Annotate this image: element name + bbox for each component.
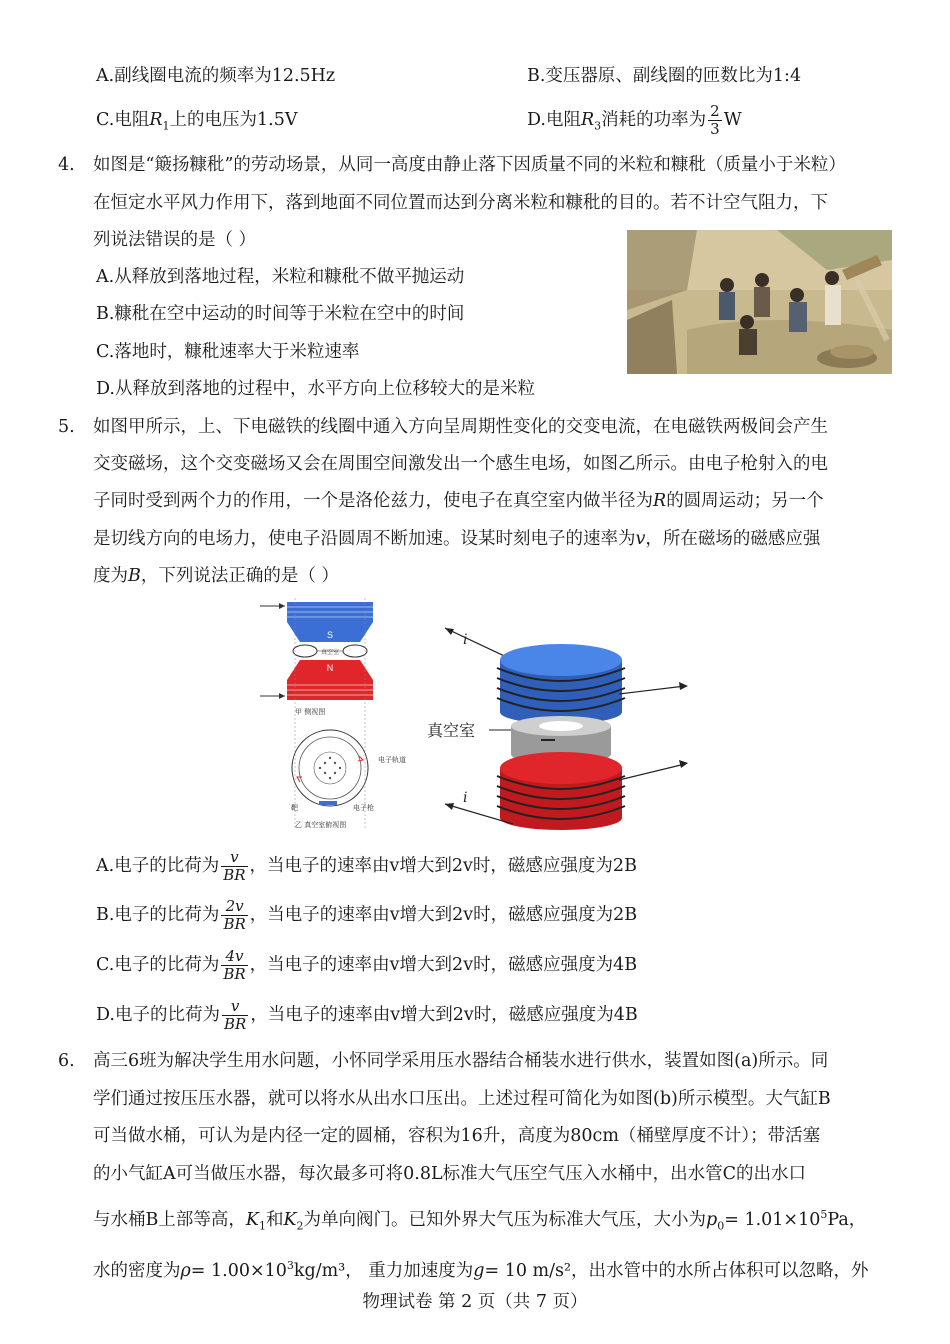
q4-stem-line3: 列说法错误的是（ ） (93, 230, 257, 250)
winnowing-painting (627, 230, 892, 374)
fig-label-i-bottom: i (463, 790, 468, 806)
fig-label-yi: 乙 真空室俯视图 (295, 821, 347, 829)
q6-number: 6. (58, 1051, 75, 1071)
fig-label-target: 靶 (291, 804, 298, 812)
q6-line6: 水的密度为$\rho= 1.00\times 10^3kg/m^3$， 重力加速度为g= 10 m/s²，出水管中的水所占体积可以忽略，外 (93, 1259, 869, 1281)
q6-line5: 与水桶B上部等高，$K_1$和$K_2$为单向阀门。已知外界大气压为标准大气压，大小为$p_0= 1.01\times 10^5Pa$， (93, 1208, 867, 1233)
q5-option-b: B.电子的比荷为 $\frac{2v}{BR}$ ，当电子的速率由v增大到2v时，磁感应强度为2B (96, 897, 638, 933)
q3-option-c: C.电阻$R_1$上的电压为1.5V (96, 110, 298, 133)
q3-option-d: D.电阻$R_3$消耗的功率为 $\frac{2}{3}$ W (527, 102, 742, 138)
q6-line2: 学们通过按压压水器，就可以将水从出水口压出。上述过程可简化为如图(b)所示模型。大气缸B (93, 1089, 831, 1109)
fig-label-gun: 电子枪 (353, 804, 374, 812)
q4-stem-line2: 在恒定水平风力作用下，落到地面不同位置而达到分离米粒和糠秕的目的。若不计空气阻力，下 (93, 193, 828, 213)
fig-label-vacuum-small: 真空室 (320, 649, 340, 656)
q4-stem-line1: 如图是“簸扬糠秕”的劳动场景，从同一高度由静止落下因质量不同的米粒和糠秕（质量小于米粒） (93, 155, 846, 175)
q5-option-c: C.电子的比荷为 $\frac{4v}{BR}$ ，当电子的速率由v增大到2v时，磁感应强度为4B (96, 947, 638, 983)
q6-line4: 的小气缸A可当做压水器，每次最多可将0.8L标准大气压空气压入水桶中，出水管C的出水口 (93, 1164, 806, 1184)
q6-line3: 可当做水桶，可认为是内径一定的圆桶，容积为16升，高度为80cm（桶壁厚度不计）；带活塞 (93, 1126, 821, 1146)
q6-line1: 高三6班为解决学生用水问题，小怀同学采用压水器结合桶装水进行供水，装置如图(a)所示。同 (93, 1051, 829, 1071)
betatron-figure (255, 598, 695, 834)
q4-option-a: A.从释放到落地过程，米粒和糠秕不做平抛运动 (96, 267, 465, 287)
fig-label-jia: 甲 侧视图 (295, 708, 326, 716)
fig-label-vacuum-big: 真空室 (427, 721, 476, 740)
q3-option-a: A.副线圈电流的频率为12.5Hz (96, 66, 336, 86)
q5-stem-line4: 是切线方向的电场力，使电子沿圆周不断加速。设某时刻电子的速率为v，所在磁场的磁感应强 (93, 529, 821, 549)
q3-option-b: B.变压器原、副线圈的匝数比为1:4 (527, 66, 802, 86)
fig-label-orbit: 电子轨道 (378, 756, 406, 764)
q5-number: 5. (58, 417, 75, 437)
q5-stem-line2: 交变磁场，这个交变磁场又会在周围空间激发出一个感生电场，如图乙所示。由电子枪射入的电 (93, 454, 828, 474)
fig-label-s: S (326, 630, 334, 640)
page-footer: 物理试卷 第 2 页（共 7 页） (362, 1292, 588, 1312)
q5-stem-line1: 如图甲所示，上、下电磁铁的线圈中通入方向呈周期性变化的交变电流，在电磁铁两极间会产生 (93, 417, 828, 437)
q5-option-a: A.电子的比荷为 $\frac{v}{BR}$ ，当电子的速率由v增大到2v时，磁感应强度为2B (96, 848, 637, 884)
q5-stem-line3: 子同时受到两个力的作用，一个是洛伦兹力，使电子在真空室内做半径为R的圆周运动；另一个 (93, 491, 824, 511)
q5-option-d: D.电子的比荷为 $\frac{v}{BR}$ ，当电子的速率由v增大到2v时，磁感应强度为4B (96, 997, 638, 1033)
q4-option-d: D.从释放到落地的过程中，水平方向上位移较大的是米粒 (96, 379, 535, 399)
q5-stem-line5: 度为B，下列说法正确的是（ ） (93, 566, 339, 586)
fig-label-n: N (326, 663, 334, 673)
fig-label-i-top: i (463, 632, 468, 648)
q4-number: 4. (58, 155, 75, 175)
q4-option-b: B.糠秕在空中运动的时间等于米粒在空中的时间 (96, 304, 465, 324)
q4-option-c: C.落地时，糠秕速率大于米粒速率 (96, 342, 360, 362)
